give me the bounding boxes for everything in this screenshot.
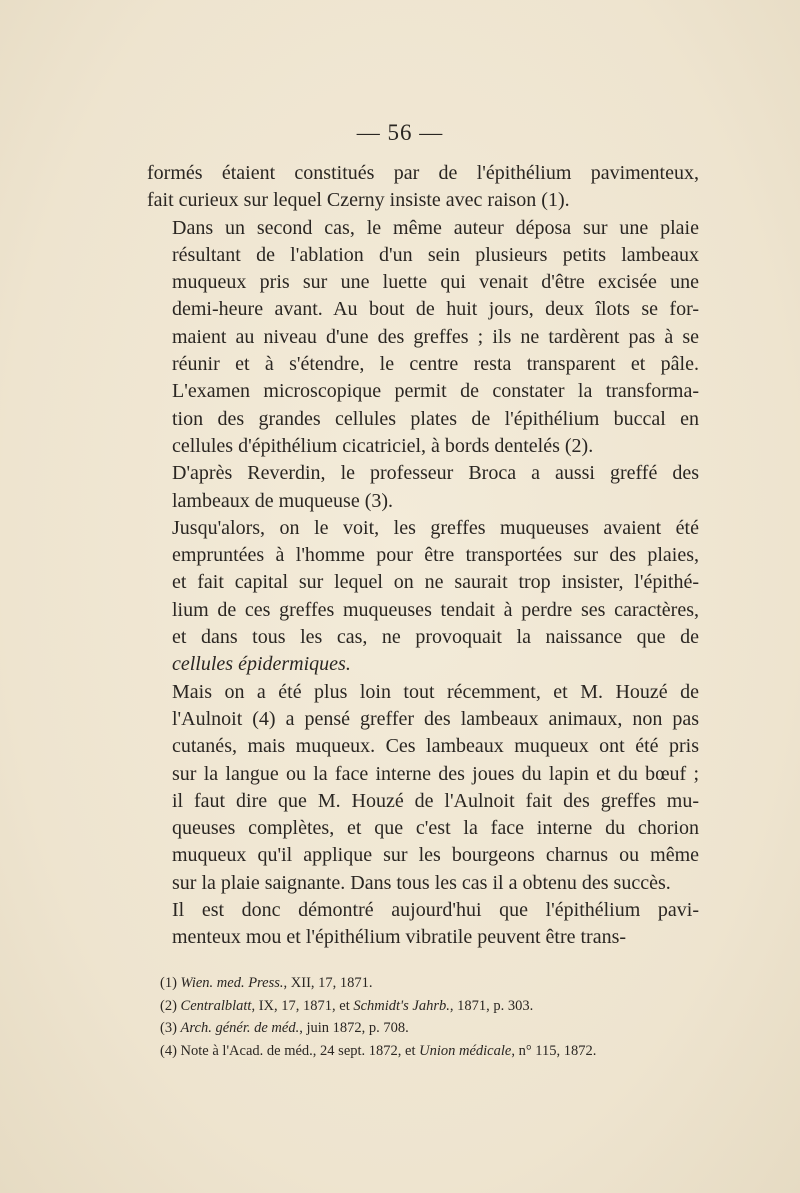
text-line: maient au niveau d'une des greffes ; ils ne tardèrent pas à se <box>172 325 699 348</box>
text-line: et dans tous les cas, ne provoquait la naissance que de <box>172 626 699 649</box>
text-line: cutanés, mais muqueux. Ces lambeaux muqueux ont été pris <box>172 735 699 758</box>
paragraph <box>147 515 699 679</box>
text-line: D'après Reverdin, le professeur Broca a aussi greffé des <box>172 462 699 485</box>
italic-text-line: cellules épidermiques. <box>172 653 351 676</box>
text-line: queuses complètes, et que c'est la face interne du chorion <box>172 817 699 840</box>
text-line: demi-heure avant. Au bout de huit jours, deux îlots se for- <box>172 298 699 321</box>
page-number: — 56 — <box>356 120 444 145</box>
text-line: muqueux pris sur une luette qui venait d'être excisée une <box>172 271 699 294</box>
text-line: sur la langue ou la face interne des joues du lapin et du bœuf ; <box>172 762 699 785</box>
footnote: (3) Arch. génér. de méd., juin 1872, p. 708. <box>160 1020 409 1036</box>
footnote: (2) Centralblatt, IX, 17, 1871, et Schmidt's Jahrb., 1871, p. 303. <box>160 997 534 1014</box>
text-line: menteux mou et l'épithélium vibratile peuvent être trans- <box>172 926 627 949</box>
text-line: lambeaux de muqueuse (3). <box>172 489 394 512</box>
footnotes <box>160 972 700 1062</box>
text-line: tion des grandes cellules plates de l'épithélium buccal en <box>172 407 699 430</box>
text-line: fait curieux sur lequel Czerny insiste avec raison (1). <box>147 189 570 212</box>
footnote: (1) Wien. med. Press., XII, 17, 1871. <box>160 975 373 991</box>
text-line: il faut dire que M. Houzé de l'Aulnoit fait des greffes mu- <box>172 789 699 812</box>
paragraph <box>147 679 699 897</box>
paragraph <box>147 897 699 952</box>
text-line: l'Aulnoit (4) a pensé greffer des lambeaux animaux, non pas <box>172 707 699 730</box>
paragraph <box>147 460 699 515</box>
text-line: résultant de l'ablation d'un sein plusieurs petits lambeaux <box>172 243 699 266</box>
body-text <box>147 160 699 952</box>
text-line: Il est donc démontré aujourd'hui que l'épithélium pavi- <box>172 899 699 922</box>
text-line: Jusqu'alors, on le voit, les greffes muqueuses avaient été <box>172 516 699 539</box>
text-line: L'examen microscopique permit de constater la transforma- <box>172 380 699 403</box>
text-line: sur la plaie saignante. Dans tous les cas il a obtenu des succès. <box>172 871 671 894</box>
text-line: lium de ces greffes muqueuses tendait à perdre ses caractères, <box>172 598 699 621</box>
text-line: cellules d'épithélium cicatriciel, à bords dentelés (2). <box>172 434 594 457</box>
text-line: muqueux qu'il applique sur les bourgeons charnus ou même <box>172 844 699 867</box>
footnote: (4) Note à l'Acad. de méd., 24 sept. 1872, et Union médicale, n° 115, 1872. <box>160 1042 597 1059</box>
paragraph <box>147 160 699 215</box>
text-line: empruntées à l'homme pour être transportées sur des plaies, <box>172 544 699 567</box>
text-line: formés étaient constitués par de l'épithélium pavimenteux, <box>147 162 699 184</box>
text-line: Mais on a été plus loin tout récemment, et M. Houzé de <box>172 680 699 703</box>
text-line: et fait capital sur lequel on ne saurait trop insister, l'épithé- <box>172 571 699 594</box>
text-line: Dans un second cas, le même auteur déposa sur une plaie <box>172 216 699 239</box>
text-line: réunir et à s'étendre, le centre resta transparent et pâle. <box>172 353 699 376</box>
paragraph <box>147 215 699 461</box>
